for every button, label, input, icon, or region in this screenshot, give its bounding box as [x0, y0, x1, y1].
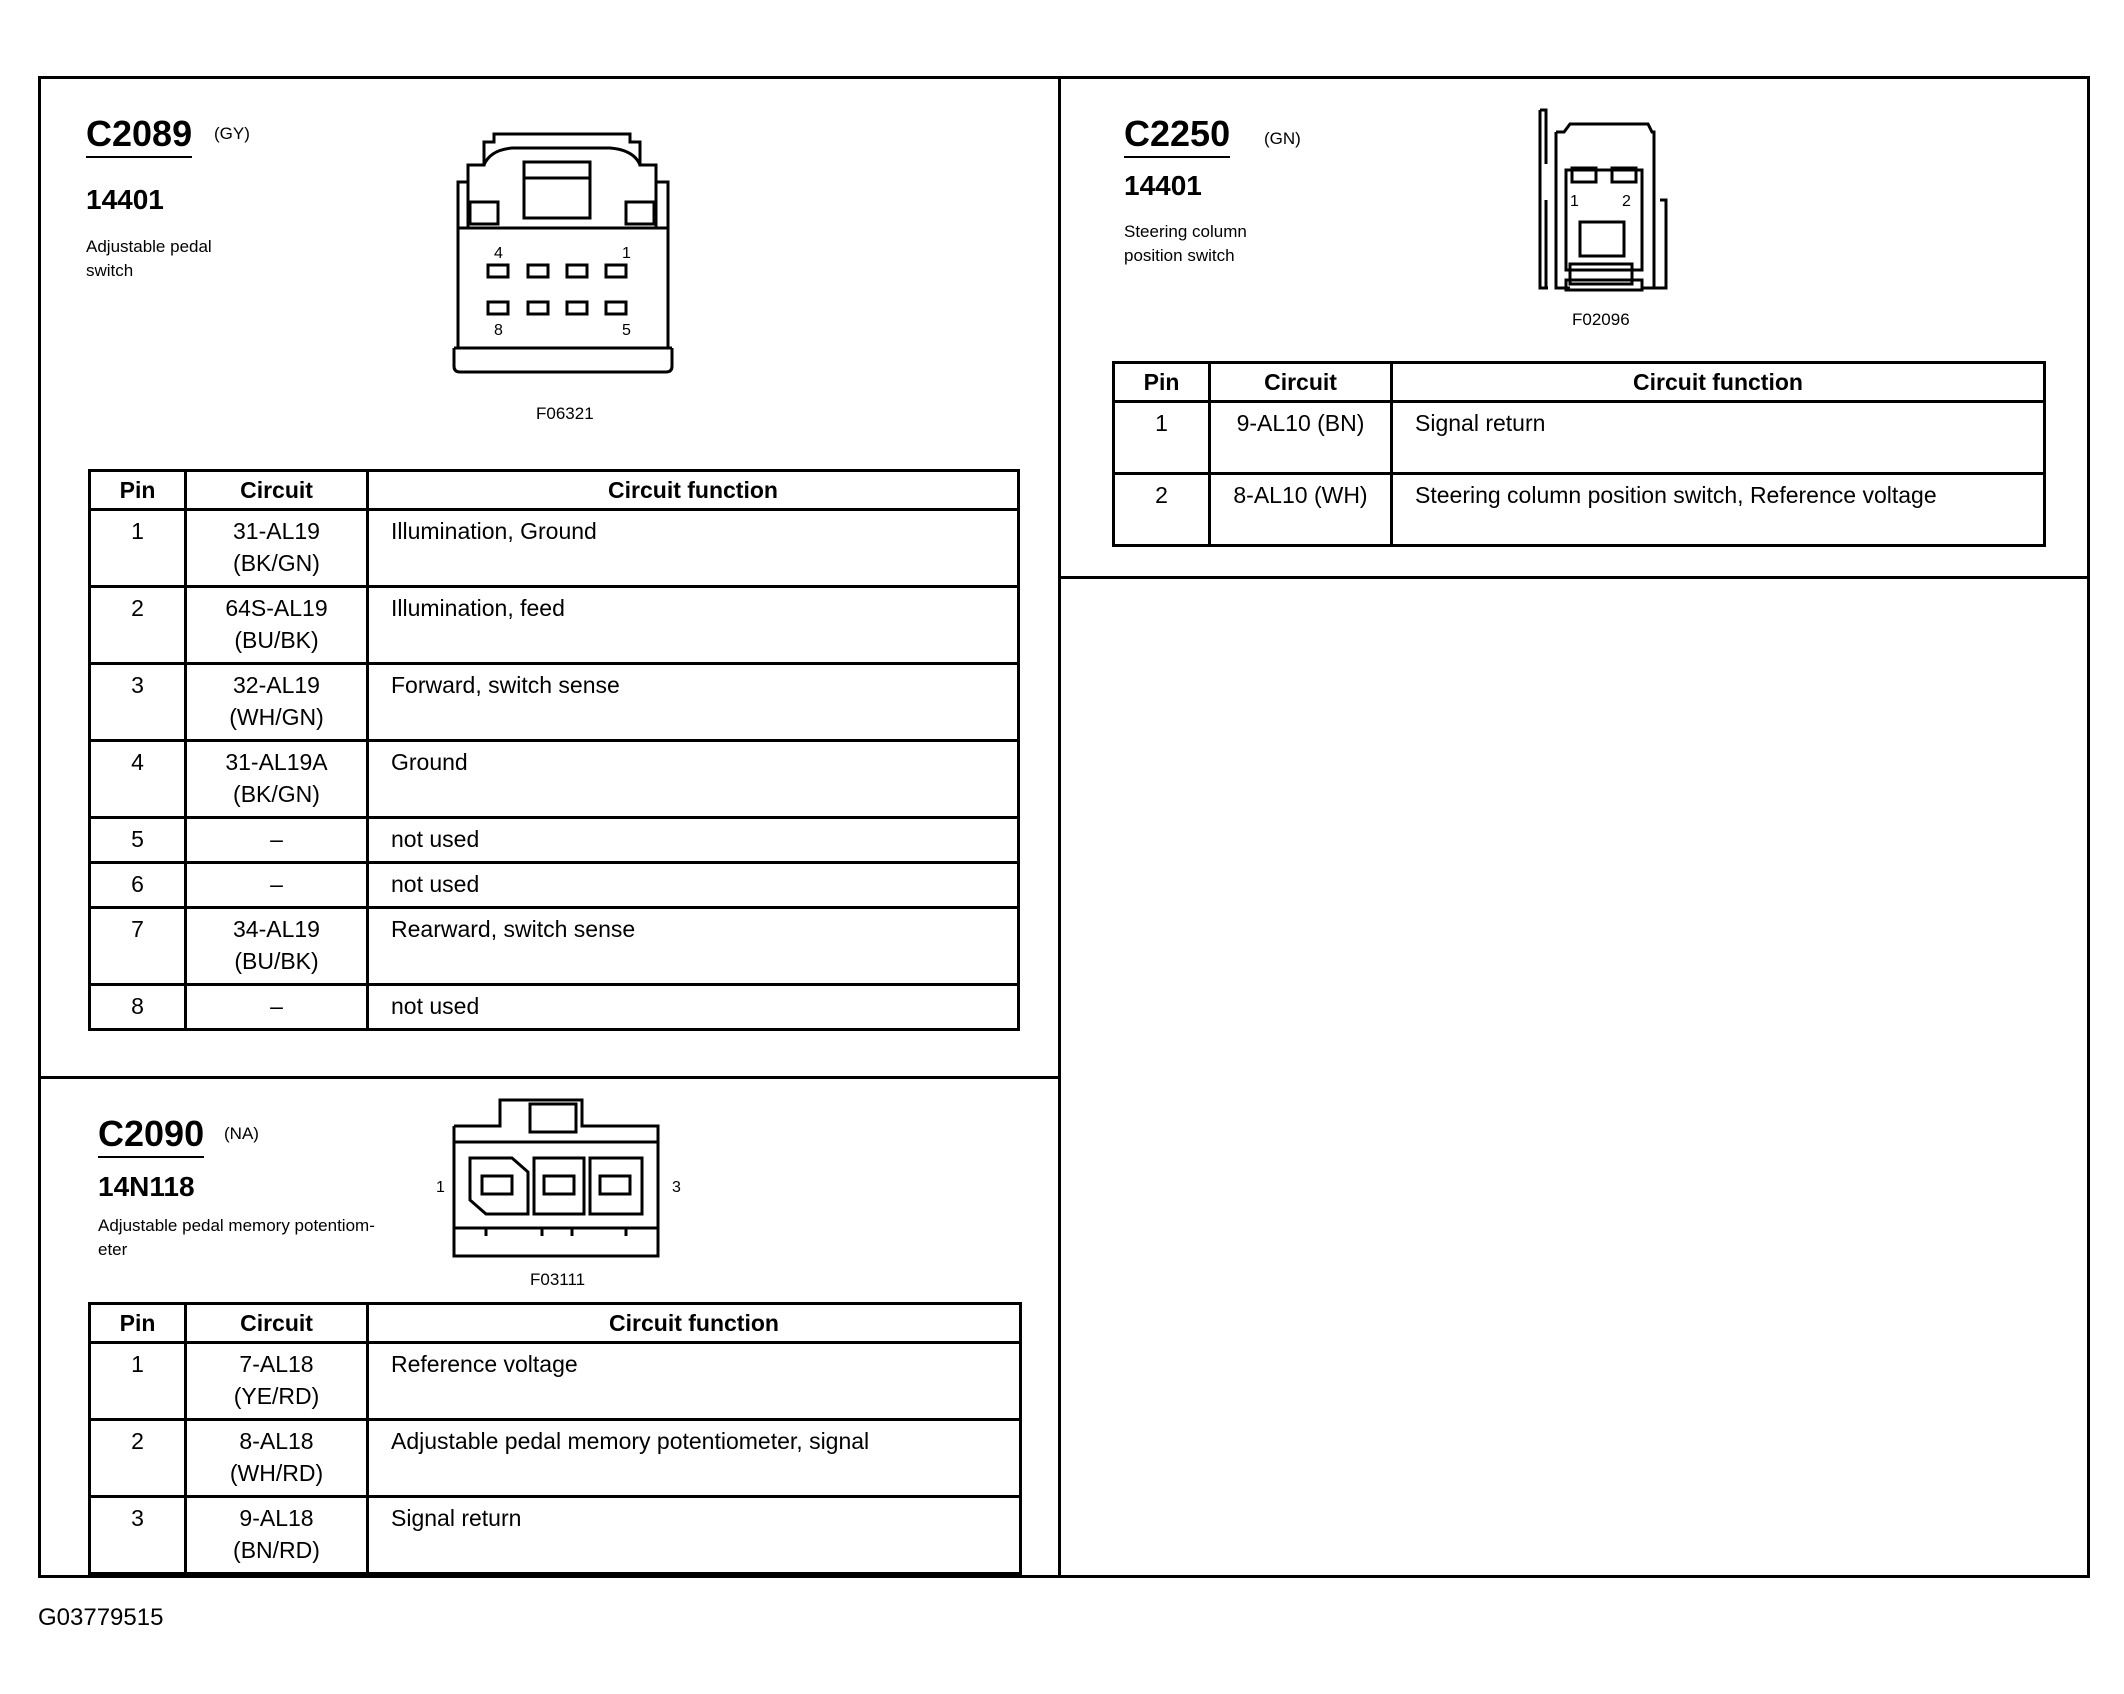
circuit-function: Steering column position switch, Reference voltage	[1392, 474, 2045, 546]
circuit-line: (BK/GN)	[233, 781, 320, 807]
circuit-line: –	[270, 993, 283, 1019]
circuit-line: 31-AL19	[233, 518, 320, 544]
pin-label-5: 5	[622, 322, 631, 339]
header-circuit: Circuit	[1210, 363, 1392, 402]
description-line: position switch	[1124, 246, 1235, 265]
circuit-function: not used	[368, 863, 1019, 908]
circuit-cell	[1210, 402, 1392, 474]
pin-label-8: 8	[494, 322, 503, 339]
table-row	[90, 664, 1019, 741]
pin-label-1: 1	[1570, 193, 1579, 210]
pin-table-c2090	[88, 1302, 1022, 1575]
header-circuit-function: Circuit function	[368, 471, 1019, 510]
table-row	[90, 1497, 1021, 1574]
circuit-cell	[186, 863, 368, 908]
right-horizontal-divider	[1058, 576, 2090, 579]
circuit-function: Signal return	[1392, 402, 2045, 474]
connector-c2250-diagram	[1530, 104, 1670, 304]
description-line: Adjustable pedal	[86, 237, 212, 256]
description-line: Adjustable pedal memory potentiom-	[98, 1216, 375, 1235]
circuit-function: Rearward, switch sense	[368, 908, 1019, 985]
pin-number: 4	[90, 741, 186, 818]
header-circuit: Circuit	[186, 1304, 368, 1343]
circuit-line: 31-AL19A	[225, 749, 328, 775]
circuit-function: Reference voltage	[368, 1343, 1021, 1420]
connector-c2090-diagram	[430, 1096, 690, 1266]
left-horizontal-divider	[38, 1076, 1060, 1079]
connector-color: (NA)	[224, 1124, 259, 1143]
circuit-line: (WH/GN)	[229, 704, 324, 730]
pin-number: 3	[90, 1497, 186, 1574]
header-circuit-function: Circuit function	[368, 1304, 1021, 1343]
circuit-function: Forward, switch sense	[368, 664, 1019, 741]
circuit-line: (BU/BK)	[234, 948, 319, 974]
pin-number: 8	[90, 985, 186, 1030]
pin-number: 3	[90, 664, 186, 741]
pin-label-1: 1	[622, 245, 631, 262]
circuit-cell	[186, 741, 368, 818]
pin-label-1: 1	[436, 1179, 445, 1196]
part-number: 14401	[1124, 170, 1202, 201]
connector-c2089-diagram	[450, 130, 680, 380]
connector-id: C2250	[1124, 114, 1230, 158]
circuit-line: 8-AL10 (WH)	[1233, 482, 1368, 508]
circuit-line: (BN/RD)	[233, 1537, 320, 1563]
table-row	[1114, 402, 2045, 474]
table-row	[90, 587, 1019, 664]
connector-description	[86, 235, 212, 283]
circuit-cell	[1210, 474, 1392, 546]
circuit-line: –	[270, 826, 283, 852]
pin-number: 1	[1114, 402, 1210, 474]
circuit-line: 64S-AL19	[225, 595, 328, 621]
circuit-function: Illumination, feed	[368, 587, 1019, 664]
circuit-line: (YE/RD)	[233, 1383, 320, 1409]
pin-label-4: 4	[494, 245, 503, 262]
circuit-cell	[186, 1420, 368, 1497]
connector-id: C2089	[86, 114, 192, 158]
circuit-cell	[186, 664, 368, 741]
pin-number: 6	[90, 863, 186, 908]
table-row	[90, 1343, 1021, 1420]
pin-table-c2089	[88, 469, 1020, 1031]
circuit-line: 9-AL10 (BN)	[1236, 410, 1365, 436]
pin-number: 2	[90, 587, 186, 664]
table-row	[90, 741, 1019, 818]
table-row	[90, 818, 1019, 863]
pin-number: 5	[90, 818, 186, 863]
part-number: 14401	[86, 184, 164, 215]
connector-color: (GN)	[1264, 129, 1301, 148]
table-row	[90, 908, 1019, 985]
table-row	[90, 510, 1019, 587]
table-row	[90, 863, 1019, 908]
circuit-line: (BK/GN)	[233, 550, 320, 576]
header-pin: Pin	[90, 471, 186, 510]
pin-number: 1	[90, 1343, 186, 1420]
circuit-line: (WH/RD)	[229, 1460, 324, 1486]
pin-number: 7	[90, 908, 186, 985]
description-line: Steering column	[1124, 222, 1247, 241]
circuit-function: not used	[368, 818, 1019, 863]
circuit-cell	[186, 908, 368, 985]
pin-number: 2	[90, 1420, 186, 1497]
circuit-line: 9-AL18	[239, 1505, 314, 1531]
circuit-function: Ground	[368, 741, 1019, 818]
circuit-function: not used	[368, 985, 1019, 1030]
circuit-line: (BU/BK)	[234, 627, 319, 653]
header-circuit-function: Circuit function	[1392, 363, 2045, 402]
circuit-line: 7-AL18	[239, 1351, 314, 1377]
description-line: switch	[86, 261, 134, 280]
header-pin: Pin	[90, 1304, 186, 1343]
circuit-line: –	[270, 871, 283, 897]
circuit-cell	[186, 1497, 368, 1574]
pin-table-c2250	[1112, 361, 2046, 547]
pin-label-3: 3	[672, 1179, 681, 1196]
header-pin: Pin	[1114, 363, 1210, 402]
connector-color: (GY)	[214, 124, 250, 143]
vertical-divider	[1058, 76, 1061, 1578]
header-circuit: Circuit	[186, 471, 368, 510]
circuit-function: Illumination, Ground	[368, 510, 1019, 587]
pin-label-2: 2	[1622, 193, 1631, 210]
circuit-line: 32-AL19	[233, 672, 320, 698]
part-number: 14N118	[98, 1171, 195, 1202]
figure-code: F02096	[1572, 310, 1630, 329]
circuit-cell	[186, 1343, 368, 1420]
figure-id-footer: G03779515	[38, 1604, 164, 1631]
circuit-line: 34-AL19	[233, 916, 320, 942]
figure-code: F03111	[530, 1270, 586, 1289]
circuit-line: 8-AL18	[239, 1428, 314, 1454]
circuit-function: Signal return	[368, 1497, 1021, 1574]
table-row	[1114, 474, 2045, 546]
connector-id: C2090	[98, 1114, 204, 1158]
circuit-cell	[186, 510, 368, 587]
pin-number: 1	[90, 510, 186, 587]
table-row	[90, 1420, 1021, 1497]
circuit-cell	[186, 587, 368, 664]
circuit-function: Adjustable pedal memory potentiometer, signal	[368, 1420, 1021, 1497]
description-line: eter	[98, 1240, 128, 1259]
connector-description	[1124, 220, 1247, 268]
pin-number: 2	[1114, 474, 1210, 546]
figure-code: F06321	[536, 404, 594, 423]
connector-description	[98, 1214, 375, 1262]
circuit-cell	[186, 985, 368, 1030]
circuit-cell	[186, 818, 368, 863]
table-row	[90, 985, 1019, 1030]
